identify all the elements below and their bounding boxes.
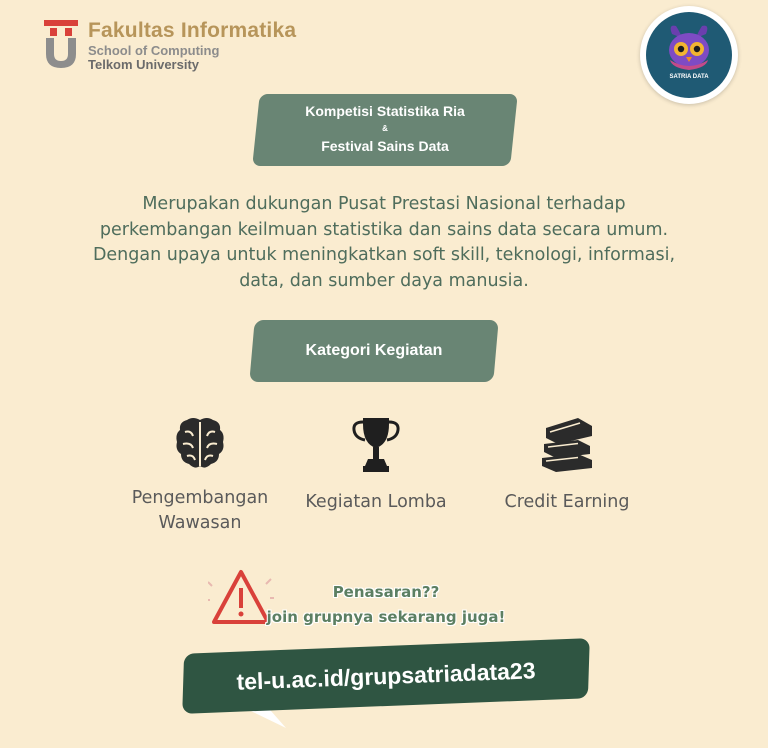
category-item-lomba: [290, 414, 462, 515]
event-description: Merupakan dukungan Pusat Prestasi Nasional terhadap perkembangan keilmuan statistika dan sains data secara umum. Dengan upaya untuk meningkatkan soft skill, teknologi, informasi, data, dan sumber daya manusia.: [92, 194, 676, 291]
faculty-logo: [44, 20, 296, 71]
group-link[interactable]: tel-u.ac.id/grupsatriadata23: [236, 657, 536, 695]
title-line-2: Festival Sains Data: [321, 138, 449, 154]
school-name: School of Computing: [88, 43, 220, 59]
category-label: Credit Earning: [504, 492, 630, 512]
event-title: [256, 94, 514, 166]
cta-text: [250, 580, 522, 630]
category-item-credit: [492, 414, 642, 515]
owl-mascot-icon: [646, 12, 732, 98]
title-line-1: Kompetisi Statistika Ria: [305, 103, 465, 119]
category-heading: Kategori Kegiatan: [305, 342, 443, 359]
trophy-icon: [351, 414, 401, 474]
university-name: Telkom University: [88, 56, 200, 72]
brain-icon: [175, 416, 225, 470]
badge-label: SATRIA DATA: [669, 74, 709, 80]
category-item-wawasan: [110, 416, 290, 536]
books-icon: [538, 414, 596, 474]
cta-line-1: Penasaran??: [332, 583, 440, 601]
category-label-line-2: Wawasan: [158, 513, 242, 533]
category-label: Kegiatan Lomba: [305, 492, 447, 512]
title-ampersand: &: [382, 124, 388, 133]
satria-data-badge: [640, 6, 738, 104]
faculty-name: Fakultas Informatika: [88, 19, 297, 42]
category-label-line-1: Pengembangan: [131, 488, 269, 508]
telkom-university-icon: [44, 20, 78, 70]
cta-line-2: join grupnya sekarang juga!: [266, 608, 506, 626]
